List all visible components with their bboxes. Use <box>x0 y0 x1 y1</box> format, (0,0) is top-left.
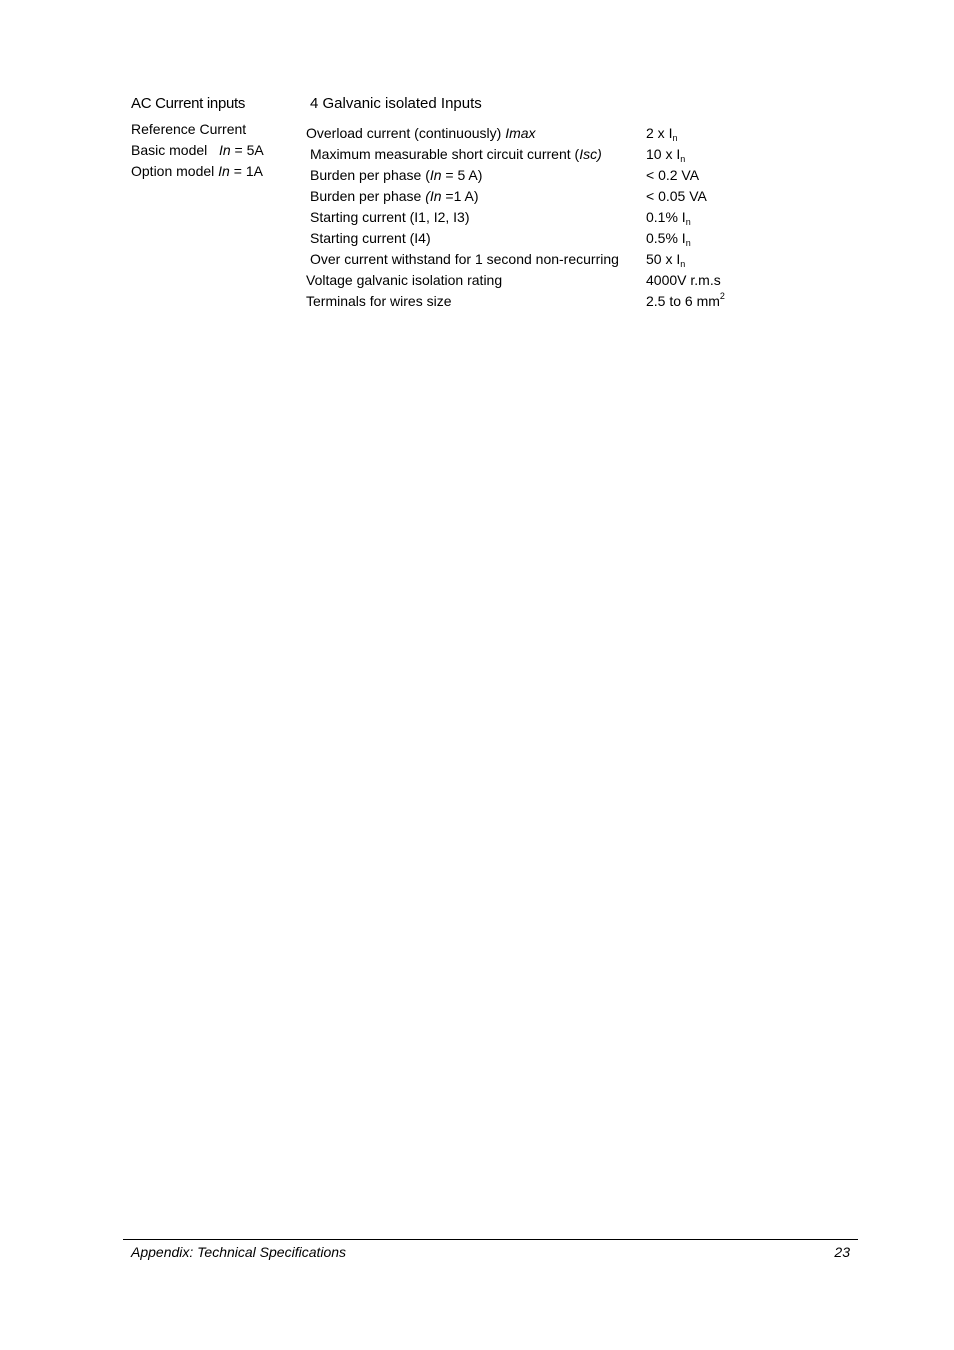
spec-value: 10 x $I_n$ <box>646 146 686 164</box>
footer-section-name: Appendix: Technical Specifications <box>131 1244 347 1260</box>
spec-value: < 0.05 VA <box>646 188 707 204</box>
spec-label: Terminals for wires size <box>306 293 452 309</box>
spec-value: 0.5% $I_n$ <box>646 230 691 248</box>
spec-value: 0.1% $I_n$ <box>646 209 691 227</box>
reference-current-label: Reference Current <box>131 121 247 137</box>
spec-label: Over current withstand for 1 second non-recurring <box>310 251 619 267</box>
in-symbol: In <box>429 167 442 183</box>
spec-label: Maximum measurable short circuit current (Isc) <box>310 146 602 162</box>
footer-divider <box>123 1239 858 1240</box>
spec-label: Burden per phase (In = 5 A) <box>310 167 483 183</box>
section-title: AC Current inputs <box>131 95 246 112</box>
option-model-value: = 1A <box>233 163 263 179</box>
section-subtitle: 4 Galvanic isolated Inputs <box>310 95 482 112</box>
spec-value: 2.5 to 6 $mm^2$ <box>646 291 725 309</box>
spec-label: Starting current (I4) <box>310 230 431 246</box>
page-number: 23 <box>834 1244 850 1260</box>
option-model-line <box>131 163 281 180</box>
spec-label: Burden per phase (In =1 A) <box>310 188 479 204</box>
spec-value: 4000V r.m.s <box>646 272 721 288</box>
in-symbol: (In <box>425 188 442 204</box>
spec-value: 50 x $I_n$ <box>646 251 686 269</box>
option-model-label: Option model <box>131 163 215 179</box>
spec-label: Starting current (I1, I2, I3) <box>310 209 470 225</box>
basic-model-label: Basic model <box>131 142 208 158</box>
basic-model-symbol: In <box>218 142 231 158</box>
spec-value: 2 x $I_n$ <box>646 125 678 143</box>
basic-model-value: = 5A <box>234 142 264 158</box>
imax-symbol: Imax <box>505 125 536 141</box>
isc-symbol: Isc) <box>579 146 602 162</box>
reference-current-block <box>131 121 281 184</box>
spec-label: Overload current (continuously) Imax <box>306 125 536 141</box>
spec-value: < 0.2 VA <box>646 167 700 183</box>
option-model-symbol: In <box>218 163 230 179</box>
basic-model-line <box>131 142 281 159</box>
spec-label: Voltage galvanic isolation rating <box>306 272 503 288</box>
